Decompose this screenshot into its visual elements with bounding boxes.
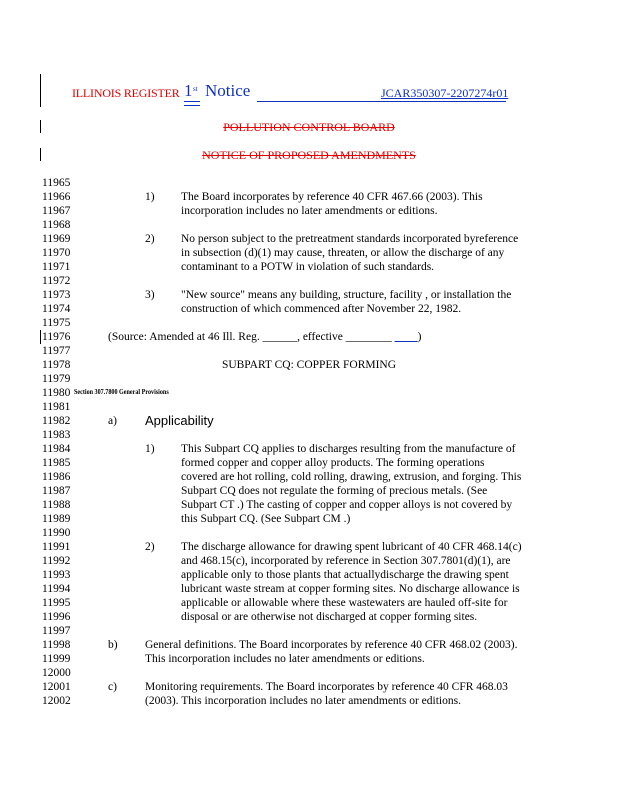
- line-number: 11989: [42, 513, 71, 525]
- line-11998: [0, 638, 618, 652]
- line-text: applicable only to those plants that actuallydischarge the drawing spent: [181, 569, 509, 581]
- inserted-blank: ____: [394, 331, 418, 343]
- line-11968: [0, 218, 618, 232]
- line-number: 11965: [42, 177, 71, 189]
- line-text: in subsection (d)(1) may cause, threaten, or allow the discharge of any: [181, 247, 505, 259]
- line-text: disposal or are otherwise not discharged at copper forming sites.: [181, 611, 478, 623]
- board-name: POLLUTION CONTROL BOARD: [223, 120, 395, 134]
- line-text: covered are hot rolling, cold rolling, drawing, extrusion, and forging. This: [181, 471, 522, 483]
- line-text: Subpart CT .) The casting of copper and copper alloys is not covered by: [181, 499, 513, 511]
- line-number: 11974: [42, 303, 71, 315]
- page-header: [0, 0, 618, 162]
- line-11987: [0, 484, 618, 498]
- line-text: lubricant waste stream at copper forming sites. No discharge allowance is: [181, 583, 520, 595]
- line-number: 12002: [42, 695, 71, 707]
- line-text: applicable or allowable where these wastewaters are hauled off-site for: [181, 597, 508, 609]
- item-label: a): [108, 415, 117, 427]
- jcar-id: JCAR350307-2207274r01: [381, 86, 509, 100]
- source-text: (Source: Amended at 46 Ill. Reg. ______, effective ________: [108, 331, 395, 343]
- line-11986: [0, 470, 618, 484]
- line-number: 11981: [42, 401, 71, 413]
- line-text: No person subject to the pretreatment standards incorporated byreference: [181, 233, 519, 245]
- line-number: 11982: [42, 415, 71, 427]
- line-text: construction of which commenced after November 22, 1982.: [181, 303, 462, 315]
- register-title: ILLINOIS REGISTER: [72, 86, 180, 100]
- header-rule: [257, 101, 506, 102]
- line-11988: [0, 498, 618, 512]
- line-number: 11995: [42, 597, 71, 609]
- line-text: and 468.15(c), incorporated by reference in Section 307.7801(d)(1), are: [181, 555, 511, 567]
- line-11972: [0, 274, 618, 288]
- line-number: 11994: [42, 583, 71, 595]
- issue-number: 1: [184, 81, 193, 100]
- subpart-heading: SUBPART CQ: COPPER FORMING: [221, 359, 397, 371]
- line-11980: [0, 386, 618, 400]
- line-number: 12001: [42, 681, 71, 693]
- line-11967: [0, 204, 618, 218]
- line-number: 11998: [42, 639, 71, 651]
- item-label: 2): [145, 541, 155, 553]
- line-11989: [0, 512, 618, 526]
- line-12002: [0, 694, 618, 708]
- line-text: General definitions. The Board incorporates by reference 40 CFR 468.02 (2003).: [145, 639, 518, 651]
- line-number: 11979: [42, 373, 71, 385]
- notice-label: Notice: [205, 81, 251, 100]
- line-text: The Board incorporates by reference 40 CFR 467.66 (2003). This: [181, 191, 483, 203]
- line-number: 11997: [42, 625, 71, 637]
- line-number: 11969: [42, 233, 71, 245]
- item-label: b): [108, 639, 118, 651]
- applicability-heading: Applicability: [145, 413, 214, 428]
- change-bar: [40, 74, 41, 107]
- line-11983: [0, 428, 618, 442]
- line-number: 11996: [42, 611, 71, 623]
- line-text: incorporation includes no later amendments or editions.: [181, 205, 438, 217]
- line-11997: [0, 624, 618, 638]
- issue-ordinal: st: [193, 85, 198, 93]
- item-label: 1): [145, 191, 155, 203]
- line-number: 12000: [42, 667, 71, 679]
- line-text: Subpart CQ does not regulate the forming of precious metals. (See: [181, 485, 488, 497]
- line-11977: [0, 344, 618, 358]
- line-11971: [0, 260, 618, 274]
- line-number: 11993: [42, 569, 71, 581]
- line-text: this Subpart CQ. (See Subpart CM .): [181, 513, 351, 525]
- line-number: 11983: [42, 429, 71, 441]
- item-label: 3): [145, 289, 155, 301]
- line-text: "New source" means any building, structure, facility , or installation the: [181, 289, 512, 301]
- item-label: 1): [145, 443, 155, 455]
- item-label: 2): [145, 233, 155, 245]
- line-text: Monitoring requirements. The Board incorporates by reference 40 CFR 468.03: [145, 681, 508, 693]
- double-underline: [184, 101, 200, 106]
- change-bar: [40, 330, 41, 344]
- line-12000: [0, 666, 618, 680]
- line-text: contaminant to a POTW in violation of such standards.: [181, 261, 435, 273]
- line-number: 11986: [42, 471, 71, 483]
- line-number: 11971: [42, 261, 71, 273]
- line-number: 11966: [42, 191, 71, 203]
- line-11975: [0, 316, 618, 330]
- line-number: 11975: [42, 317, 71, 329]
- line-11993: [0, 568, 618, 582]
- line-number: 11970: [42, 247, 71, 259]
- item-label: c): [108, 681, 117, 693]
- line-text: (2003). This incorporation includes no later amendments or editions.: [145, 695, 461, 707]
- line-number: 11992: [42, 555, 71, 567]
- line-number: 11991: [42, 541, 71, 553]
- line-12001: [0, 680, 618, 694]
- line-number: 11976: [42, 331, 71, 343]
- line-number: 11990: [42, 527, 71, 539]
- line-text: This Subpart CQ applies to discharges resulting from the manufacture of: [181, 443, 516, 455]
- line-number: 11977: [42, 345, 71, 357]
- line-11965: [0, 176, 618, 190]
- line-number: 11973: [42, 289, 71, 301]
- line-11966: [0, 190, 618, 204]
- line-number: 11968: [42, 219, 71, 231]
- line-number: 11988: [42, 499, 71, 511]
- document-body: [0, 176, 618, 708]
- line-number: 11985: [42, 457, 71, 469]
- line-11990: [0, 526, 618, 540]
- line-11995: [0, 596, 618, 610]
- line-number: 11984: [42, 443, 71, 455]
- line-11985: [0, 456, 618, 470]
- line-11984: [0, 442, 618, 456]
- line-number: 11980: [42, 387, 71, 399]
- source-note: [108, 330, 421, 344]
- line-11978: [0, 358, 618, 372]
- line-number: 11972: [42, 275, 71, 287]
- line-11982: [0, 414, 618, 428]
- line-number: 11978: [42, 359, 71, 371]
- line-text: The discharge allowance for drawing spent lubricant of 40 CFR 468.14(c): [181, 541, 522, 553]
- line-11976: [0, 330, 618, 344]
- source-close: ): [417, 331, 422, 343]
- line-11981: [0, 400, 618, 414]
- notice-title: NOTICE OF PROPOSED AMENDMENTS: [202, 148, 416, 162]
- line-11973: [0, 288, 618, 302]
- line-11979: [0, 372, 618, 386]
- line-number: 11987: [42, 485, 71, 497]
- line-number: 11967: [42, 205, 71, 217]
- line-text: formed copper and copper alloy products. The forming operations: [181, 457, 485, 469]
- line-11969: [0, 232, 618, 246]
- section-caption: Section 307.7800 General Provisions: [74, 389, 169, 396]
- line-11970: [0, 246, 618, 260]
- line-11999: [0, 652, 618, 666]
- line-11996: [0, 610, 618, 624]
- line-number: 11999: [42, 653, 71, 665]
- line-text: This incorporation includes no later amendments or editions.: [145, 653, 425, 665]
- line-11992: [0, 554, 618, 568]
- line-11994: [0, 582, 618, 596]
- line-11974: [0, 302, 618, 316]
- line-11991: [0, 540, 618, 554]
